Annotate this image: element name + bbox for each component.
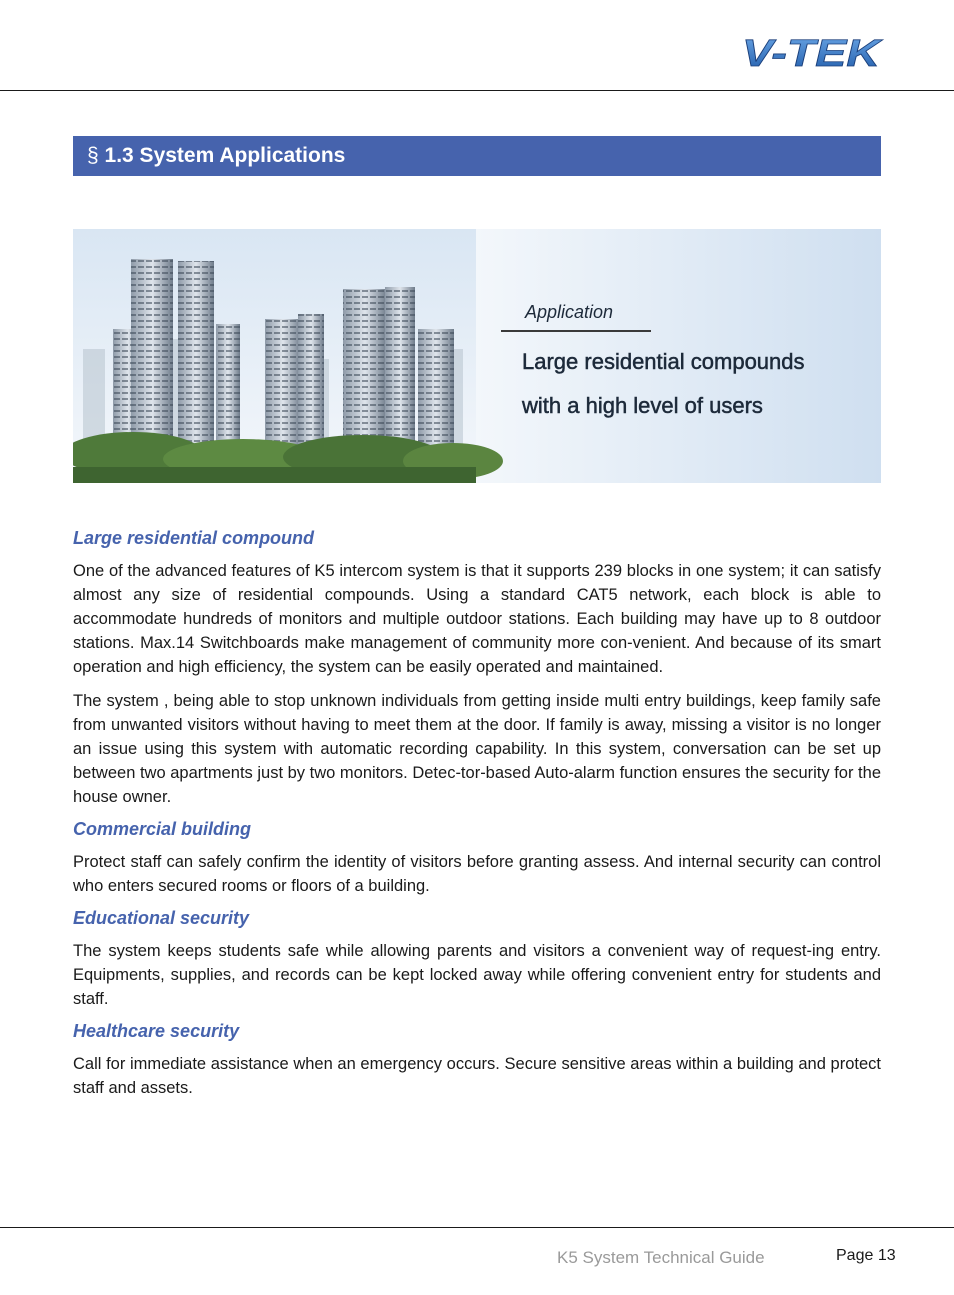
footer-guide-title: K5 System Technical Guide [557, 1248, 765, 1267]
application-banner [73, 229, 881, 483]
paragraph-healthcare: Call for immediate assistance when an emergency occurs. Secure sensitive areas within a building and protect staff and assets. [73, 1055, 881, 1097]
banner-headline-line-1: Large residential compounds [522, 349, 805, 374]
paragraph-residential-2: The system , being able to stop unknown individuals from getting inside multi entry buildings, keep family safe from unwanted visitors without having to meet them at the door. If family is away, missing a visitor is no longer an issue using this system with automatic recording capability. In this system, conversation can be set up between two apartments just by two monitors. Detec-tor-based Auto-alarm function ensures the security for the house owner. [73, 692, 881, 806]
paragraph-commercial: Protect staff can safely confirm the identity of visitors before granting assess. And internal security can control who enters secured rooms or floors of a building. [73, 853, 881, 895]
footer-rule [0, 1227, 954, 1228]
heading-healthcare: Healthcare security [73, 1021, 240, 1041]
section-title: 1.3 System Applications [104, 144, 346, 167]
banner-label: Application [525, 302, 614, 322]
heading-commercial: Commercial building [73, 819, 252, 839]
section-title-bar [73, 136, 881, 176]
banner-headline-line-2: with a high level of users [522, 393, 763, 418]
header-rule [0, 90, 954, 91]
paragraph-educational: The system keeps students safe while allowing parents and visitors a convenient way of request-ing entry. Equipments, supplies, and records can be kept locked away while offering convenient entry for students and staff. [73, 942, 881, 1008]
section-symbol: § [87, 144, 99, 167]
banner-underline [501, 330, 651, 332]
paragraph-residential-1: One of the advanced features of K5 intercom system is that it supports 239 blocks in one system; it can satisfy almost any size of residential compounds. Using a standard CAT5 network, each block is able to accommodate hundreds of monitors and multiple outdoor stations. Each building may have up to 8 outdoor stations. Max.14 Switchboards make management of community more con-venient. And because of its smart operation and high efficiency, the system can be easily operated and maintained. [73, 562, 881, 676]
heading-educational: Educational security [73, 908, 250, 928]
heading-residential: Large residential compound [73, 528, 315, 548]
body-content [73, 528, 881, 1110]
brand-logo-text: V-TEK [742, 33, 884, 74]
page-number: Page 13 [836, 1247, 896, 1264]
brand-logo [740, 30, 885, 74]
